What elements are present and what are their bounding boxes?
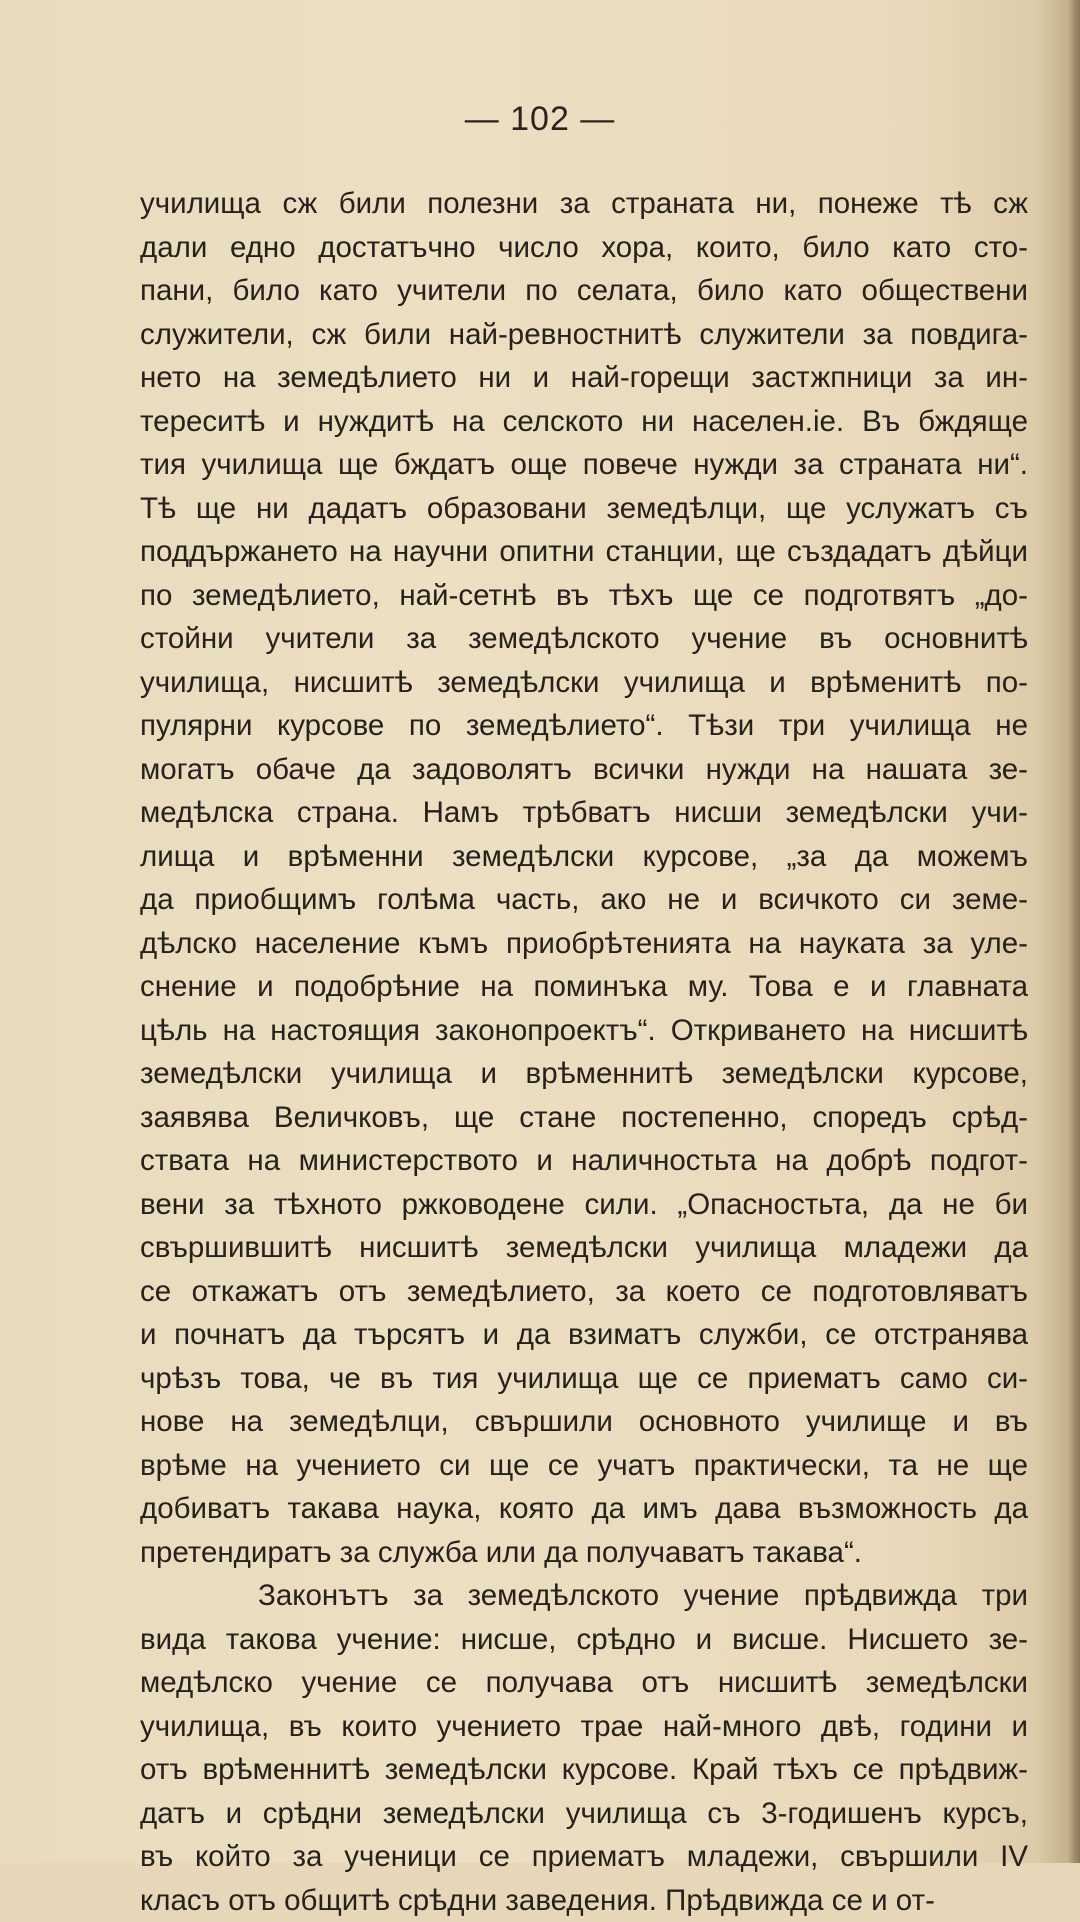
text-line: училища сж били полезни за страната ни, понеже тѣ сж [140, 182, 1028, 226]
text-line: врѣме на учението си ще се учатъ практически, та не ще [140, 1444, 1028, 1488]
body-text [140, 182, 1028, 1922]
text-line: заявява Величковъ, ще стане постепенно, споредъ срѣд- [140, 1096, 1028, 1140]
text-line: ствата на министерството и наличностьта на добрѣ подгот- [140, 1139, 1028, 1183]
text-line: служители, сж били най-ревностнитѣ служители за повдига- [140, 313, 1028, 357]
text-line: свършившитѣ нисшитѣ земедѣлски училища младежи да [140, 1226, 1028, 1270]
text-line: вени за тѣхното ржководене сили. „Опасностьта, да не би [140, 1183, 1028, 1227]
text-line: дѣлско население къмъ приобрѣтенията на науката за уле- [140, 922, 1028, 966]
text-line: поддържането на научни опитни станции, ще създадатъ дѣйци [140, 530, 1028, 574]
text-line: по земедѣлието, най-сетнѣ въ тѣхъ ще се подготвятъ „до- [140, 574, 1028, 618]
text-line: училища, въ които учението трае най-много двѣ, години и [140, 1705, 1028, 1749]
page-edge [1066, 0, 1080, 1863]
text-line: Законътъ за земедѣлското учение прѣдвижда три [140, 1574, 1028, 1618]
text-line: медѣлска страна. Намъ трѣбватъ нисши земедѣлски учи- [140, 791, 1028, 835]
text-line: отъ врѣменнитѣ земедѣлски курсове. Край тѣхъ се прѣдвиж- [140, 1748, 1028, 1792]
text-line: нове на земедѣлци, свършили основното училище и въ [140, 1400, 1028, 1444]
text-line: класъ отъ общитѣ срѣдни заведения. Прѣдвижда се и от- [140, 1879, 1028, 1922]
text-line: да приобщимъ голѣма часть, ако не и всичкото си земе- [140, 878, 1028, 922]
text-line: нето на земедѣлието ни и най-горещи застжпници за ин- [140, 356, 1028, 400]
text-line: могатъ обаче да задоволятъ всички нужди на нашата зе- [140, 748, 1028, 792]
text-line: и почнатъ да търсятъ и да взиматъ служби, се отстранява [140, 1313, 1028, 1357]
text-line: добиватъ такава наука, която да имъ дава възможность да [140, 1487, 1028, 1531]
text-line: земедѣлски училища и врѣменнитѣ земедѣлски курсове, [140, 1052, 1028, 1096]
text-line: лища и врѣменни земедѣлски курсове, „за да можемъ [140, 835, 1028, 879]
text-line: пани, било като учители по селата, било като обществени [140, 269, 1028, 313]
text-line: тия училища ще бждатъ още повече нужди за страната ни“. [140, 443, 1028, 487]
text-line: стойни учители за земедѣлското учение въ основнитѣ [140, 617, 1028, 661]
text-line: цѣль на настоящия законопроектъ“. Откриването на нисшитѣ [140, 1009, 1028, 1053]
text-line: пулярни курсове по земедѣлието“. Тѣзи три училища не [140, 704, 1028, 748]
text-line: снение и подобрѣние на поминъка му. Това е и главната [140, 965, 1028, 1009]
page-number: — 102 — [0, 100, 1080, 139]
text-line: въ който за ученици се приематъ младежи, свършили IV [140, 1835, 1028, 1879]
text-line: претендиратъ за служба или да получаватъ такава“. [140, 1531, 1028, 1575]
text-line: тереситѣ и нуждитѣ на селското ни населен.ie. Въ бждяще [140, 400, 1028, 444]
text-line: медѣлско учение се получава отъ нисшитѣ земедѣлски [140, 1661, 1028, 1705]
text-line: датъ и срѣдни земедѣлски училища съ 3-годишенъ курсъ, [140, 1792, 1028, 1836]
text-line: се откажатъ отъ земедѣлието, за което се подготовляватъ [140, 1270, 1028, 1314]
text-line: дали едно достатъчно число хора, които, било като сто- [140, 226, 1028, 270]
text-line: училища, нисшитѣ земедѣлски училища и врѣменитѣ по- [140, 661, 1028, 705]
text-line: вида такова учение: нисше, срѣдно и висше. Нисшето зе- [140, 1618, 1028, 1662]
text-line: чрѣзъ това, че въ тия училища ще се приематъ само си- [140, 1357, 1028, 1401]
text-line: Тѣ ще ни дадатъ образовани земедѣлци, ще услужатъ съ [140, 487, 1028, 531]
